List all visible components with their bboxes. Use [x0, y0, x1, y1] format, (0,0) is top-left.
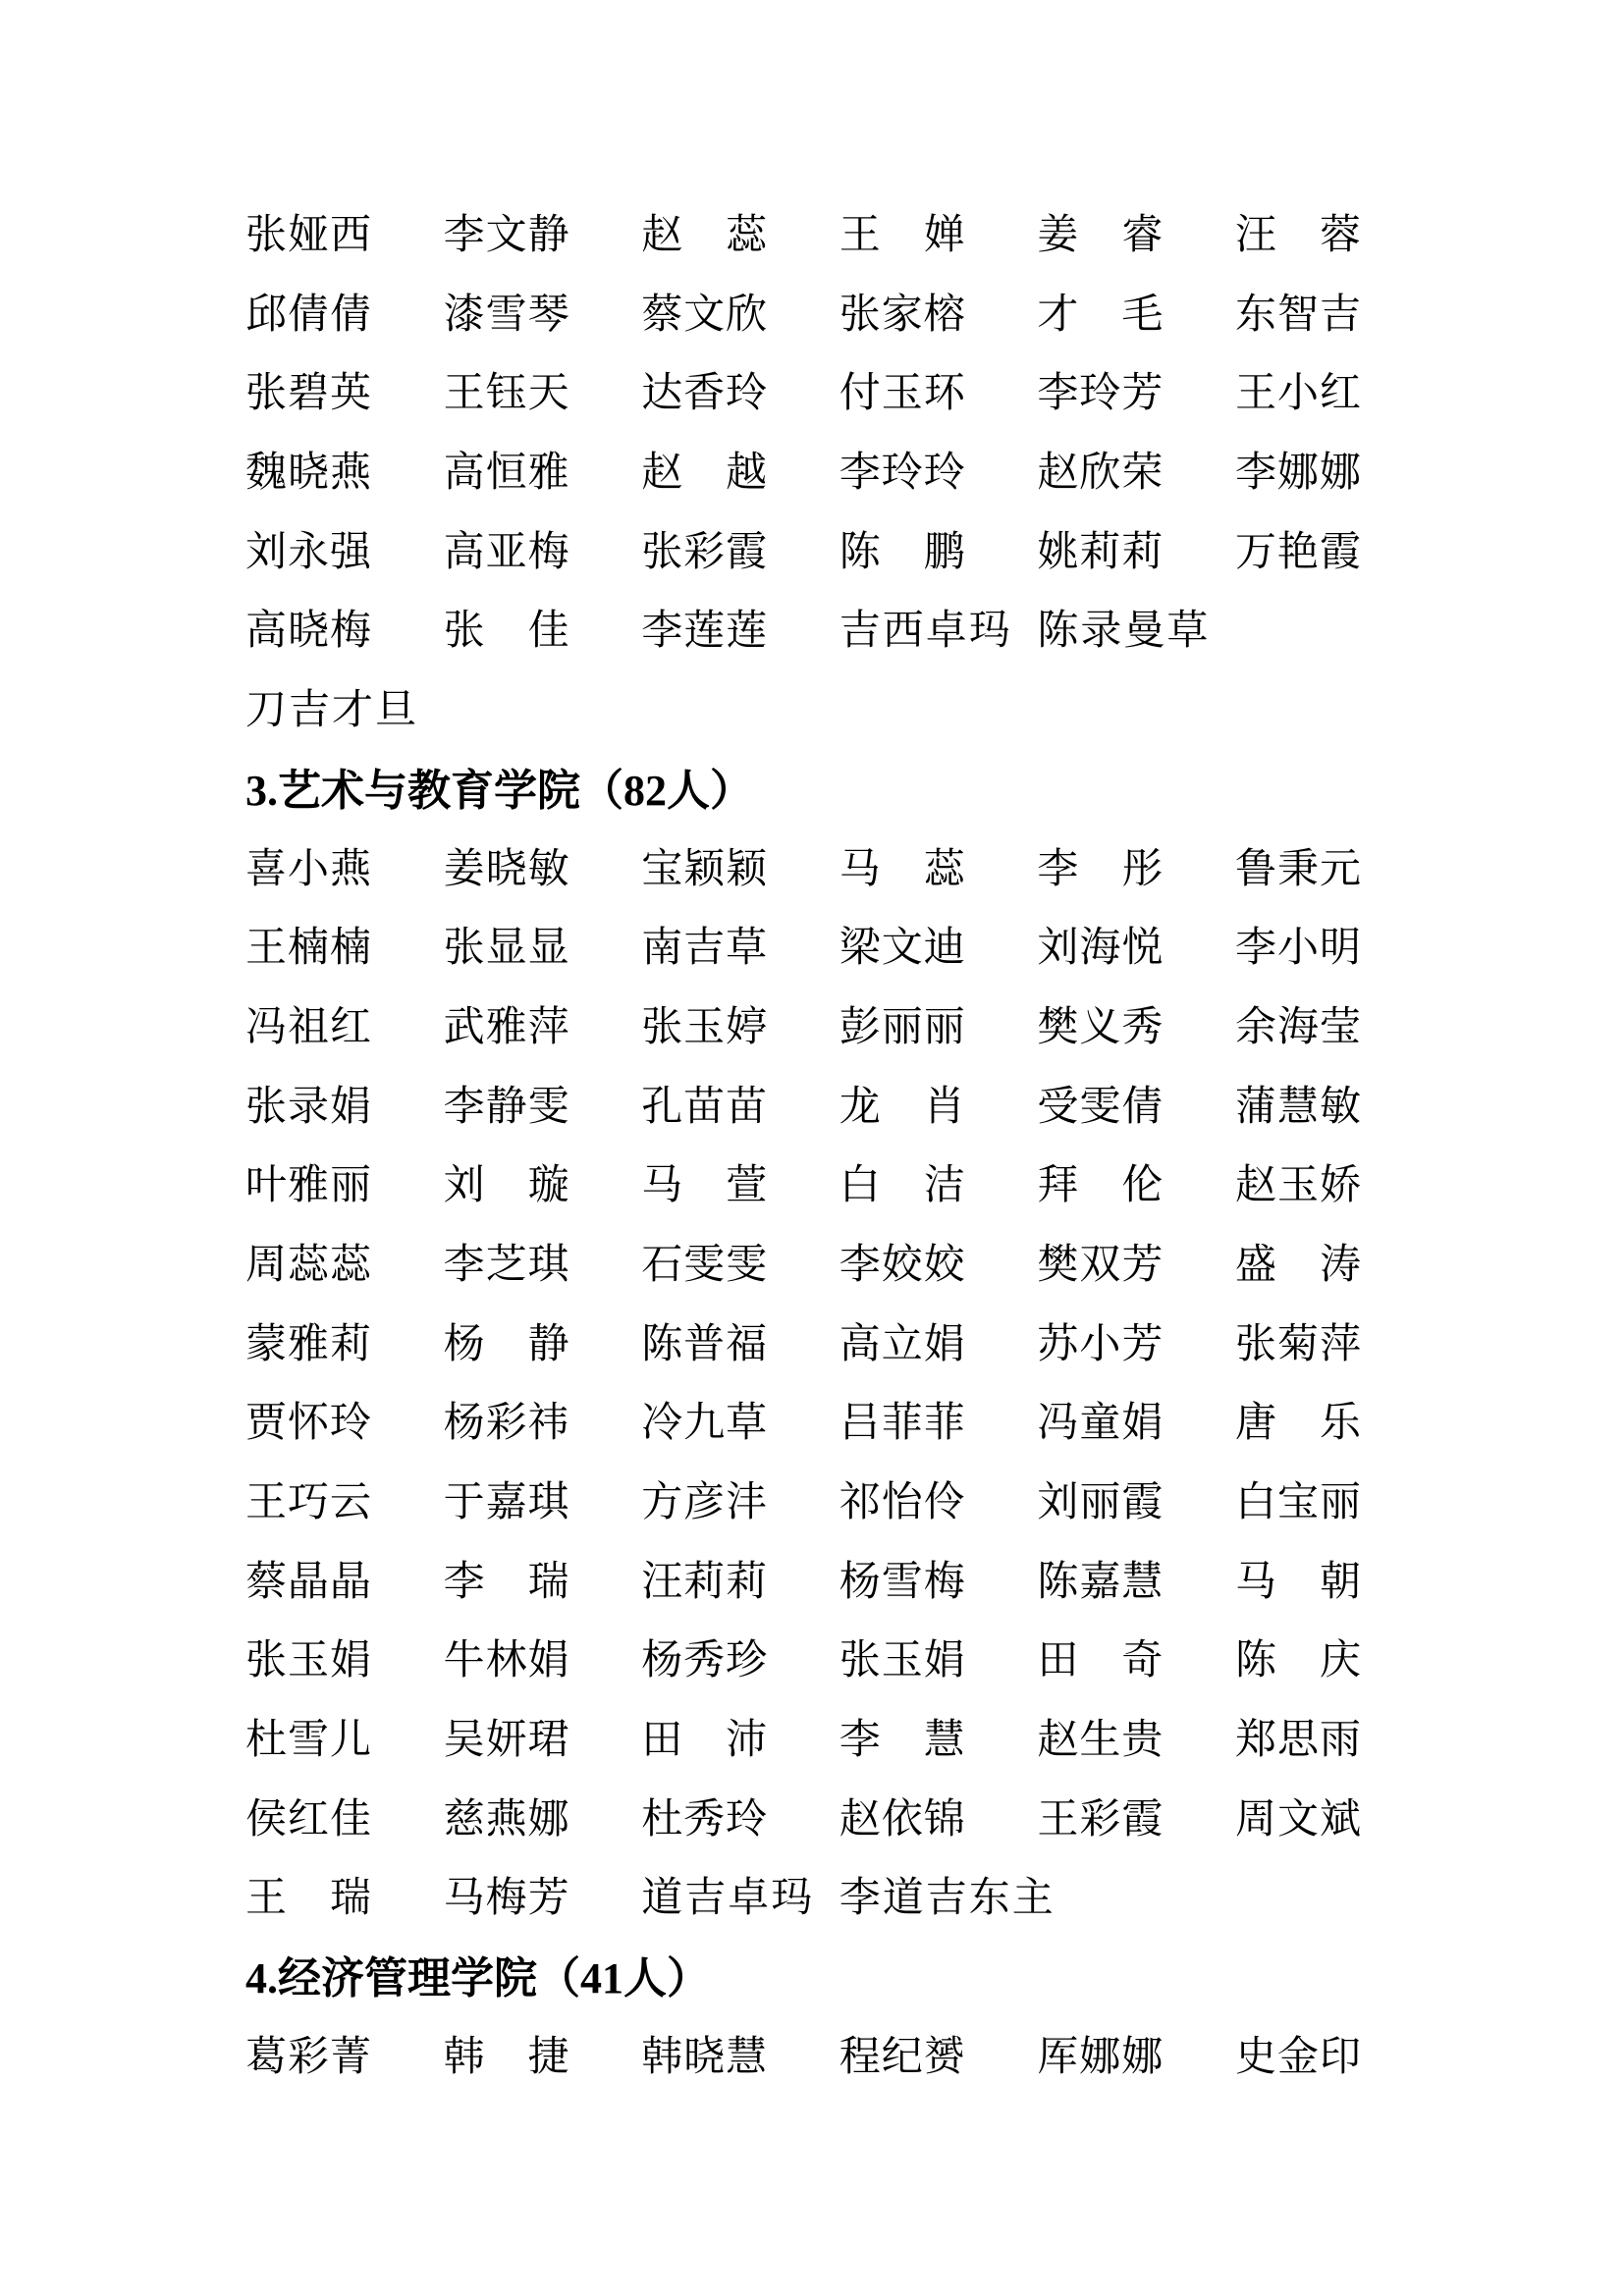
person-name: 赵越 [641, 451, 768, 497]
person-name: 陈庆 [1234, 1638, 1361, 1684]
person-name: 魏晓燕 [245, 451, 371, 497]
person-name: 李娜娜 [1234, 451, 1361, 497]
person-name: 受雯倩 [1037, 1084, 1164, 1130]
person-name: 张碧英 [245, 371, 371, 417]
name-row [245, 1242, 1483, 1321]
person-name: 赵蕊 [641, 213, 768, 258]
person-name: 高晓梅 [245, 609, 371, 655]
person-name: 张娅西 [245, 213, 371, 258]
person-name: 冯童娟 [1037, 1401, 1164, 1447]
person-name: 张显显 [443, 926, 569, 972]
person-name: 程纪赟 [839, 2034, 965, 2080]
person-name: 王小红 [1234, 371, 1361, 417]
person-name: 杜雪儿 [245, 1718, 371, 1764]
person-name: 汪莉莉 [641, 1559, 768, 1605]
person-name: 拜伦 [1037, 1163, 1164, 1209]
person-name: 余海莹 [1234, 1004, 1361, 1050]
person-name: 吉西卓玛 [839, 609, 1012, 655]
person-name: 韩晓慧 [641, 2034, 768, 2080]
person-name: 高恒雅 [443, 451, 569, 497]
person-name: 高立娟 [839, 1321, 965, 1367]
person-name: 唐乐 [1234, 1401, 1361, 1447]
person-name: 赵玉娇 [1234, 1163, 1361, 1209]
person-name: 牛林娟 [443, 1638, 569, 1684]
person-name: 李玲芳 [1037, 371, 1164, 417]
person-name: 张菊萍 [1234, 1321, 1361, 1367]
person-name: 陈嘉慧 [1037, 1559, 1164, 1605]
person-name: 喜小燕 [245, 846, 371, 892]
name-row [245, 608, 1483, 687]
name-row [245, 687, 1483, 767]
person-name: 苏小芳 [1037, 1321, 1164, 1367]
person-name: 李文静 [443, 213, 569, 258]
person-name: 东智吉 [1234, 292, 1361, 338]
person-name: 盛涛 [1234, 1242, 1361, 1288]
person-name: 周蕊蕊 [245, 1242, 371, 1288]
person-name: 才毛 [1037, 292, 1164, 338]
person-name: 刘璇 [443, 1163, 569, 1209]
person-name: 张家榕 [839, 292, 965, 338]
person-name: 田奇 [1037, 1638, 1164, 1684]
person-name: 刀吉才旦 [245, 688, 419, 734]
name-row [245, 370, 1483, 450]
person-name: 李玲玲 [839, 451, 965, 497]
name-row [245, 1637, 1483, 1717]
person-name: 杜秀玲 [641, 1796, 768, 1842]
person-name: 王瑞 [245, 1876, 371, 1922]
person-name: 吴妍珺 [443, 1718, 569, 1764]
person-name: 李莲莲 [641, 609, 768, 655]
name-row [245, 1717, 1483, 1796]
person-name: 姜晓敏 [443, 846, 569, 892]
person-name: 李道吉东主 [839, 1876, 1056, 1922]
person-name: 刘永强 [245, 529, 371, 575]
person-name: 马萱 [641, 1163, 768, 1209]
person-name: 赵依锦 [839, 1796, 965, 1842]
person-name: 祁怡伶 [839, 1480, 965, 1525]
person-name: 陈普福 [641, 1321, 768, 1367]
person-name: 梁文迪 [839, 926, 965, 972]
person-name: 杨雪梅 [839, 1559, 965, 1605]
person-name: 孔苗苗 [641, 1084, 768, 1130]
person-name: 汪蓉 [1234, 213, 1361, 258]
person-name: 陈录曼草 [1037, 609, 1211, 655]
person-name: 石雯雯 [641, 1242, 768, 1288]
name-row [245, 292, 1483, 371]
person-name: 韩捷 [443, 2034, 569, 2080]
person-name: 道吉卓玛 [641, 1876, 815, 1922]
person-name: 李芝琪 [443, 1242, 569, 1288]
person-name: 李静雯 [443, 1084, 569, 1130]
person-name: 杨秀珍 [641, 1638, 768, 1684]
name-row [245, 1004, 1483, 1084]
name-row [245, 1400, 1483, 1479]
name-row [245, 925, 1483, 1004]
person-name: 白洁 [839, 1163, 965, 1209]
person-name: 王彩霞 [1037, 1796, 1164, 1842]
person-name: 田沛 [641, 1718, 768, 1764]
name-row [245, 529, 1483, 609]
name-row [245, 1084, 1483, 1163]
person-name: 武雅萍 [443, 1004, 569, 1050]
person-name: 陈鹏 [839, 529, 965, 575]
person-name: 方彦沣 [641, 1480, 768, 1525]
person-name: 樊双芳 [1037, 1242, 1164, 1288]
person-name: 葛彩菁 [245, 2034, 371, 2080]
name-row [245, 1479, 1483, 1559]
person-name: 赵欣荣 [1037, 451, 1164, 497]
name-row [245, 2034, 1483, 2113]
person-name: 彭丽丽 [839, 1004, 965, 1050]
person-name: 高亚梅 [443, 529, 569, 575]
person-name: 姚莉莉 [1037, 529, 1164, 575]
person-name: 张玉婷 [641, 1004, 768, 1050]
person-name: 王楠楠 [245, 926, 371, 972]
person-name: 马朝 [1234, 1559, 1361, 1605]
person-name: 蒙雅莉 [245, 1321, 371, 1367]
person-name: 李彤 [1037, 846, 1164, 892]
person-name: 姜睿 [1037, 213, 1164, 258]
person-name: 蔡晶晶 [245, 1559, 371, 1605]
name-row [245, 1796, 1483, 1876]
person-name: 樊义秀 [1037, 1004, 1164, 1050]
person-name: 马蕊 [839, 846, 965, 892]
person-name: 王钰天 [443, 371, 569, 417]
person-name: 张佳 [443, 609, 569, 655]
person-name: 张彩霞 [641, 529, 768, 575]
person-name: 杨静 [443, 1321, 569, 1367]
person-name: 南吉草 [641, 926, 768, 972]
person-name: 周文斌 [1234, 1796, 1361, 1842]
person-name: 蒲慧敏 [1234, 1084, 1361, 1130]
person-name: 张玉娟 [245, 1638, 371, 1684]
person-name: 冯祖红 [245, 1004, 371, 1050]
name-row [245, 1321, 1483, 1401]
person-name: 达香玲 [641, 371, 768, 417]
person-name: 贾怀玲 [245, 1401, 371, 1447]
person-name: 万艳霞 [1234, 529, 1361, 575]
person-name: 李慧 [839, 1718, 965, 1764]
person-name: 杨彩祎 [443, 1401, 569, 1447]
person-name: 赵生贵 [1037, 1718, 1164, 1764]
person-name: 张录娟 [245, 1084, 371, 1130]
person-name: 王婵 [839, 213, 965, 258]
person-name: 龙肖 [839, 1084, 965, 1130]
person-name: 厍娜娜 [1037, 2034, 1164, 2080]
name-row [245, 1559, 1483, 1638]
person-name: 叶雅丽 [245, 1163, 371, 1209]
person-name: 刘海悦 [1037, 926, 1164, 972]
person-name: 漆雪琴 [443, 292, 569, 338]
section-heading: 4.经济管理学院（41人） [245, 1954, 710, 2003]
person-name: 邱倩倩 [245, 292, 371, 338]
name-row [245, 450, 1483, 529]
person-name: 付玉环 [839, 371, 965, 417]
person-name: 张玉娟 [839, 1638, 965, 1684]
person-name: 李姣姣 [839, 1242, 965, 1288]
name-row [245, 212, 1483, 292]
person-name: 侯红佳 [245, 1796, 371, 1842]
person-name: 冷九草 [641, 1401, 768, 1447]
person-name: 白宝丽 [1234, 1480, 1361, 1525]
name-row [245, 846, 1483, 926]
section-heading: 3.艺术与教育学院（82人） [245, 766, 753, 815]
name-row [245, 1162, 1483, 1242]
person-name: 郑思雨 [1234, 1718, 1361, 1764]
person-name: 史金印 [1234, 2034, 1361, 2080]
person-name: 王巧云 [245, 1480, 371, 1525]
person-name: 蔡文欣 [641, 292, 768, 338]
person-name: 李瑞 [443, 1559, 569, 1605]
person-name: 马梅芳 [443, 1876, 569, 1922]
person-name: 于嘉琪 [443, 1480, 569, 1525]
name-list-content [245, 212, 1483, 2113]
person-name: 李小明 [1234, 926, 1361, 972]
person-name: 宝颖颖 [641, 846, 768, 892]
person-name: 鲁秉元 [1234, 846, 1361, 892]
person-name: 慈燕娜 [443, 1796, 569, 1842]
name-row [245, 1875, 1483, 1954]
person-name: 吕菲菲 [839, 1401, 965, 1447]
person-name: 刘丽霞 [1037, 1480, 1164, 1525]
